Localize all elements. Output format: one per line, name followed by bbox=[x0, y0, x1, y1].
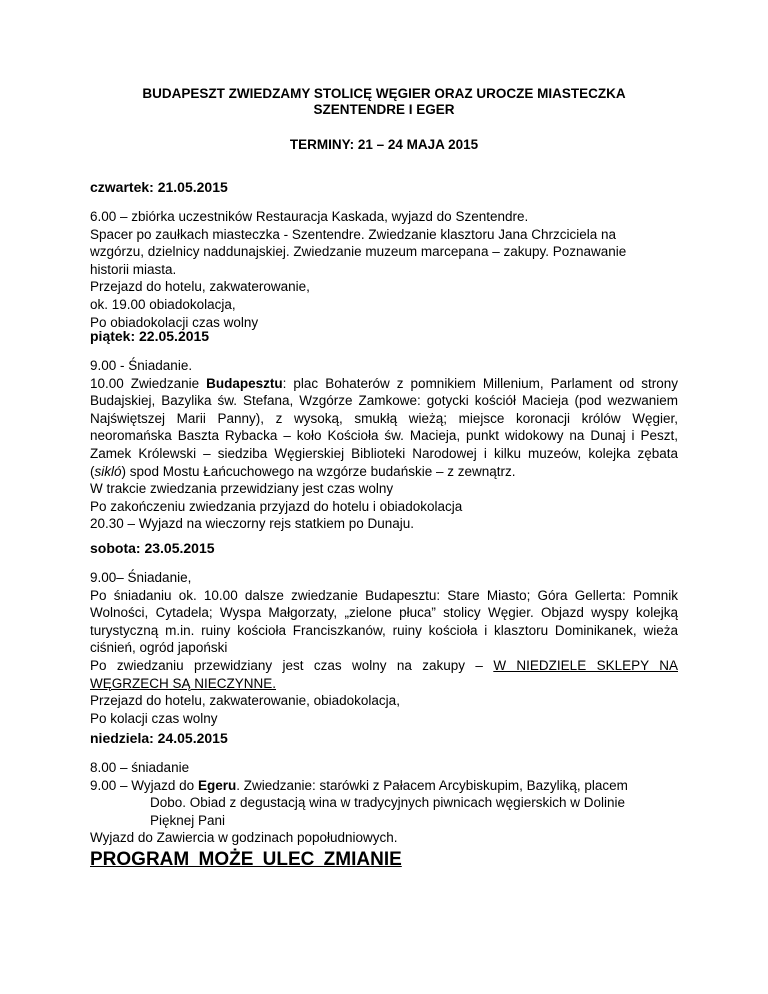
day-program-thursday bbox=[90, 208, 678, 331]
program-line: W trakcie zwiedzania przewidziany jest czas wolny bbox=[90, 481, 394, 497]
day-heading-thursday: czwartek: 21.05.2015 bbox=[90, 179, 228, 195]
program-text: Po zwiedzaniu przewidziany jest czas wolny na zakupy – bbox=[90, 657, 494, 673]
program-line: Po obiadokolacji czas wolny bbox=[90, 314, 259, 330]
program-line: Dobo. Obiad z degustacją wina w tradycyjnych piwnicach węgierskich w Dolinie bbox=[150, 795, 625, 811]
program-text: ) spod Mostu Łańcuchowego na wzgórze budańskie – z zewnątrz. bbox=[121, 463, 516, 479]
program-text-bold: Budapesztu bbox=[206, 375, 283, 391]
program-text: 9.00 – Wyjazd do bbox=[90, 777, 198, 793]
program-line: 9.00– Śniadanie, bbox=[90, 570, 192, 585]
program-text-bold: Egeru bbox=[197, 777, 237, 793]
program-line: Przejazd do hotelu, zakwaterowanie, bbox=[90, 279, 310, 295]
program-line: 20.30 – Wyjazd na wieczorny rejs statkiem po Dunaju. bbox=[90, 516, 415, 532]
program-change-notice: PROGRAM MOŻE ULEC ZMIANIE bbox=[90, 849, 402, 870]
program-paragraph: Po śniadaniu ok. 10.00 dalsze zwiedzanie Budapesztu: Stare Miasto; Góra Gellerta: Pomnik Wolności, Cytadela; Wyspa Małgorzaty, „zielone płuca” stolicy Węgier. Objazd wyspy kolejką turystyczną m.in. ruiny kościoła Franciszkanów, ruiny kościoła i klasztoru Dominikanek, wieża ciśnień, ogród japoński bbox=[90, 587, 678, 656]
page-title bbox=[90, 86, 678, 118]
shopping-warning: W NIEDZIELE SKLEPY NA WĘGRZECH SĄ NIECZYNNE. bbox=[90, 657, 678, 691]
day-program-sunday bbox=[90, 759, 678, 847]
program-paragraph bbox=[90, 375, 678, 481]
program-line: 9.00 - Śniadanie. bbox=[90, 358, 193, 373]
day-heading-friday: piątek: 22.05.2015 bbox=[90, 328, 210, 344]
program-paragraph bbox=[90, 657, 678, 692]
program-line: Przejazd do hotelu, zakwaterowanie, obiadokolacja, bbox=[90, 693, 400, 709]
program-line: 8.00 – śniadanie bbox=[90, 760, 190, 775]
program-text: . Zwiedzanie: starówki z Pałacem Arcybiskupim, Bazyliką, placem bbox=[236, 777, 628, 793]
program-line: 6.00 – zbiórka uczestników Restauracja Kaskada, wyjazd do Szentendre. bbox=[90, 209, 529, 224]
day-heading-saturday: sobota: 23.05.2015 bbox=[90, 540, 215, 556]
program-line: historii miasta. bbox=[90, 261, 177, 277]
program-text: 10.00 Zwiedzanie bbox=[90, 375, 207, 391]
day-heading-sunday: niedziela: 24.05.2015 bbox=[90, 730, 228, 746]
program-line: Spacer po zaułkach miasteczka - Szentendre. Zwiedzanie klasztoru Jana Chrzciciela na bbox=[90, 226, 617, 242]
program-line: Wyjazd do Zawiercia w godzinach popołudniowych. bbox=[90, 830, 398, 846]
program-text-italic: sikló bbox=[94, 463, 122, 479]
day-program-saturday bbox=[90, 569, 678, 727]
program-line bbox=[90, 777, 678, 795]
program-line: Po kolacji czas wolny bbox=[90, 710, 218, 726]
day-program-friday bbox=[90, 357, 678, 533]
tour-dates: TERMINY: 21 – 24 MAJA 2015 bbox=[289, 137, 479, 152]
program-line: Pięknej Pani bbox=[150, 812, 226, 828]
program-text: : plac Bohaterów z pomnikiem Millenium, Parlament od strony Budajskiej, Bazylika św. Stefana, Wzgórze Zamkowe: gotycki kościół Macieja (pod wezwaniem Najświętszej Marii Panny), z wysoką, smukłą wieżą; miejsce koronacji królów Węgier, neoromańska Baszta Rybacka – koło Kościoła św. Macieja, punkt widokowy na Dunaj i Peszt, Zamek Królewski – siedziba Węgierskiej Biblioteki Narodowej i kilku muzeów, kolejka zębata ( bbox=[90, 375, 678, 479]
program-line: wzgórzu, dzielnicy naddunajskiej. Zwiedzanie muzeum marcepana – zakupy. Poznawanie bbox=[90, 244, 627, 260]
program-line: ok. 19.00 obiadokolacja, bbox=[90, 296, 236, 312]
title-line-1: BUDAPESZT ZWIEDZAMY STOLICĘ WĘGIER ORAZ UROCZE MIASTECZKA bbox=[142, 86, 626, 101]
title-line-2: SZENTENDRE I EGER bbox=[313, 102, 455, 117]
program-line: Po zakończeniu zwiedzania przyjazd do hotelu i obiadokolacja bbox=[90, 498, 463, 514]
